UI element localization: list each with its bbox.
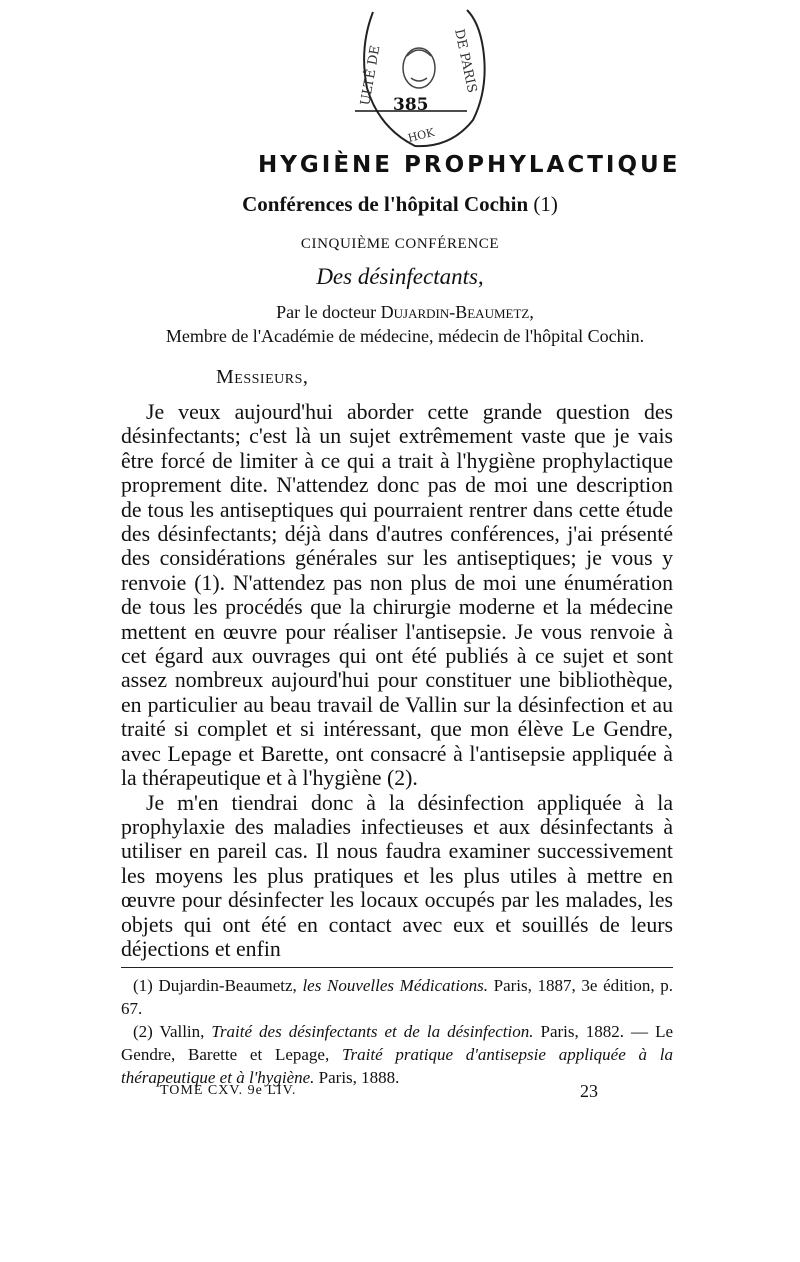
signature-mark: TOME CXV. 9e LIV. (160, 1083, 297, 1098)
author-line (140, 300, 670, 324)
author-block (140, 300, 670, 348)
footnote-2-title2: Traité pratique d'antisepsie appliquée à la thérapeutique et à l'hygiène. (121, 1045, 674, 1087)
stamp-text-right: DE PARIS (451, 27, 480, 95)
article-title: HYGIÈNE PROPHYLACTIQUE (258, 152, 681, 178)
footnote-2-author: Vallin, (159, 1022, 205, 1041)
stamp-text-left: ULTÉ DE (358, 44, 384, 107)
footnotes (121, 974, 673, 1089)
author-role: Membre de l'Académie de médecine, médecin de l'hôpital Cochin. (165, 326, 645, 346)
library-stamp (355, 8, 493, 156)
author-prefix: Par le docteur (276, 302, 377, 322)
footnote-2-marker: (2) (133, 1022, 153, 1041)
paragraph-2: Je m'en tiendrai donc à la désinfection appliquée à la prophylaxie des maladies infectieuses et aux désinfectants à utiliser en pareil cas. Il nous faudra examiner successivement les moyens les plus pratiques et les plus utiles à mettre en œuvre pour désinfecter les locaux occupés par les malades, les objets qui ont été en contact avec eux et souillés de leurs déjections et enfin (121, 790, 673, 961)
footnote-1 (121, 974, 673, 1020)
footnote-2-rest2: Paris, 1888. (318, 1068, 400, 1087)
footnote-1-rest: Paris, 1887, 3e édition, p. 67. (121, 976, 673, 1018)
page-number: 23 (580, 1081, 598, 1101)
conference-number: CINQUIÈME CONFÉRENCE (300, 236, 500, 252)
footnote-1-title: les Nouvelles Médications. (302, 976, 488, 995)
author-name: Dujardin-Beaumetz, (380, 302, 534, 322)
footnote-2-title: Traité des désinfectants et de la désinfection. (211, 1022, 534, 1041)
paragraph-1: Je veux aujourd'hui aborder cette grande question des désinfectants; c'est là un sujet extrêmement vaste que je vais être forcé de limiter à ce qui a trait à l'hygiène prophylactique proprement dite. N'attendez donc pas de moi une description de tous les antiseptiques qui pourraient rentrer dans cette étude des désinfectants; déjà dans d'autres conférences, j'ai présenté des considérations générales sur les antiseptiques; je vous y renvoie (1). N'attendez pas non plus de moi une énumération de tous les procédés que la chirurgie moderne et la médecine mettent en œuvre pour réaliser l'antisepsie. Je vous renvoie à cet égard aux ouvrages qui ont été publiés à ce sujet et sont assez nombreux aujourd'hui pour constituer une bibliothèque, en particulier au beau travail de Vallin sur la désinfection et au traité si complet et si intéressant, que mon élève Le Gendre, avec Lepage et Barette, ont consacré à l'antisepsie appliquée à la thérapeutique et à l'hygiène (2). (121, 400, 673, 791)
body-text (121, 400, 673, 961)
footnote-1-marker: (1) (133, 976, 153, 995)
salutation: Messieurs, (216, 366, 309, 388)
stamp-text-bottom: HOK (406, 125, 436, 145)
article-subtitle (200, 192, 600, 217)
footnote-2 (121, 1020, 673, 1089)
subtitle-footnote-marker: (1) (533, 192, 558, 216)
subtitle-text: Conférences de l'hôpital Cochin (242, 192, 529, 216)
footnote-divider (121, 967, 673, 968)
footnote-1-author: Dujardin-Beaumetz, (158, 976, 297, 995)
lecture-title: Des désinfectants, (316, 264, 484, 289)
stamp-number: 385 (393, 95, 429, 115)
footnote-2-rest: Paris, 1882. — Le Gendre, Barette et Lepage, (121, 1022, 673, 1064)
